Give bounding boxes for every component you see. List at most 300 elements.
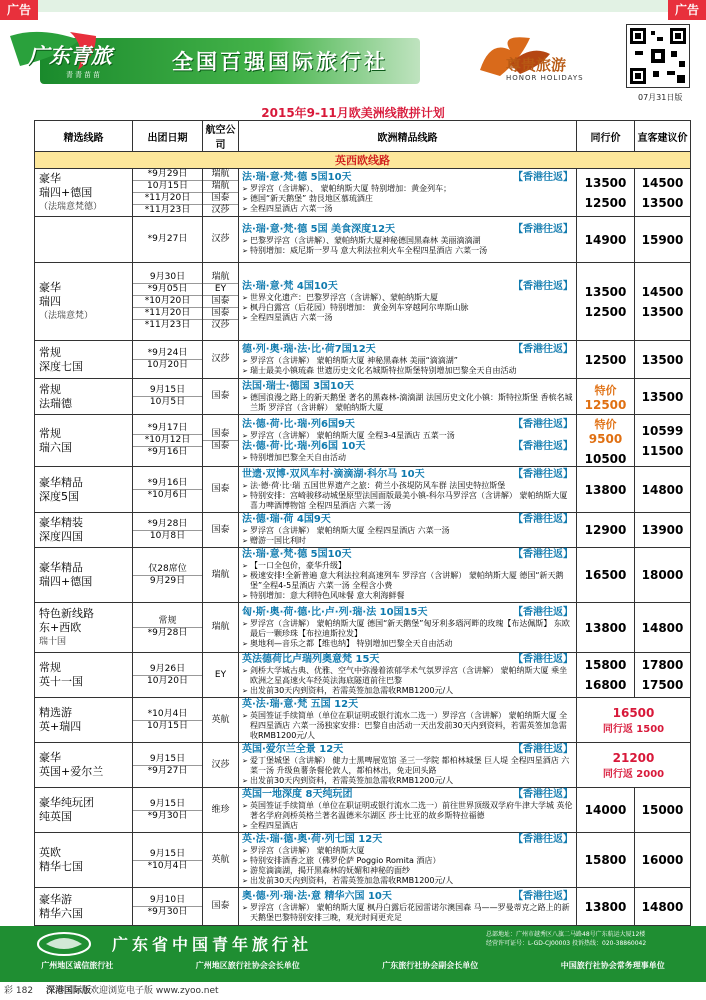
itinerary-item: ➢ 特别增加巴黎全天自由活动 — [242, 453, 573, 463]
trade-price: 13800 — [584, 899, 627, 914]
itinerary-title-row — [242, 549, 573, 561]
col-header-airline: 航空公司 — [203, 121, 239, 152]
table-row[interactable] — [35, 263, 691, 341]
airline-name: 国泰 — [211, 391, 230, 401]
itinerary-title-row — [242, 381, 573, 393]
itinerary-item: ➢ 特别增加：威尼斯一罗马 意大利法拉利火车全程四星酒店 六菜一汤 — [242, 246, 573, 256]
itinerary-title-row — [242, 514, 573, 526]
departure-date: *9月30日 — [147, 907, 188, 917]
itinerary-title: 德·列·奥·瑞·法·比·荷7国12天 — [242, 343, 376, 355]
airline-cell — [203, 653, 239, 698]
hk-departure-tag: 【香港往返】 — [513, 280, 573, 292]
departure-dates-cell — [133, 653, 203, 698]
itinerary-item: ➢ 剑桥大学城古典、优雅、空气中弥漫着浓郁学术气氛罗浮宫（含讲解） 蒙帕纳斯大厦 乘坐欧洲之星高速火车经英法海底隧道前往巴黎 — [242, 666, 573, 686]
trade-price-cell — [577, 833, 635, 888]
itinerary-cell — [239, 653, 577, 698]
departure-date: 9月15日 — [133, 849, 202, 861]
itinerary-item: ➢ 罗浮宫（含讲解） 蒙帕纳斯大厦 全程3-4星酒店 五菜一汤 — [242, 431, 573, 441]
trade-price-cell — [577, 379, 635, 415]
airline-name: 国泰 — [211, 441, 230, 451]
itinerary-item: ➢ 特别安排：宫崎骏移动城堡原型法国面版最美小镇-科尔马罗浮宫（含讲解） 蒙帕纳斯大厦 喜力啤酒博物馆 全程四星酒店 六菜一汤 — [242, 491, 573, 511]
airline-cell — [203, 467, 239, 513]
itinerary-title: 匈·斯·奥·荷·德·比·卢·列·瑞·法 10国15天 — [242, 606, 428, 618]
route-countries: 瑞十国 — [39, 636, 67, 647]
trade-price: 12500 — [584, 352, 627, 367]
hk-departure-tag: 【香港往返】 — [513, 890, 573, 902]
route-tier: 常规 — [39, 345, 61, 359]
airline-name: 瑞航 — [203, 181, 238, 193]
itinerary-title-row — [242, 224, 573, 236]
itinerary-item: ➢ 全程四星酒店 六菜一汤 — [242, 313, 573, 323]
section-row — [35, 152, 691, 169]
itinerary-cell — [239, 341, 577, 379]
departure-dates-cell — [133, 548, 203, 603]
hk-departure-tag: 【香港往返】 — [513, 744, 573, 755]
retail-price: 14500 — [641, 284, 684, 299]
trade-price-cell — [577, 653, 635, 698]
airline-name: 瑞航 — [203, 169, 238, 181]
itinerary-title: 法·瑞·意·梵·德 5国10天 — [242, 171, 352, 183]
airline-name: 瑞航 — [211, 569, 230, 580]
itinerary-title: 英国·爱尔兰全景 12天 — [242, 744, 344, 755]
route-name: 英国+爱尔兰 — [39, 765, 104, 778]
retail-price-cell — [635, 548, 691, 603]
airline-name: 瑞航 — [203, 272, 238, 284]
itinerary-item: ➢ 法·德·荷·比·瑞 五国世界遗产之旅：荷兰小孩堤防风车群 法国史特拉斯堡 — [242, 481, 573, 491]
retail-price-cell — [635, 415, 691, 467]
departure-dates-cell — [133, 833, 203, 888]
itinerary-cell — [239, 379, 577, 415]
table-row[interactable] — [35, 603, 691, 653]
hk-departure-tag: 【香港往返】 — [513, 171, 573, 183]
itinerary-item: ➢ 德国浪漫之路上的新天鹅堡 著名的黑森林-滴滴湖 法国历史文化小镇：斯特拉斯堡 香槟名城兰斯 罗浮宫（含讲解） 蒙帕纳斯大厦 — [242, 393, 573, 413]
tour-table — [34, 120, 690, 926]
airline-cell — [203, 169, 239, 217]
route-tier: 豪华游 — [39, 892, 72, 906]
col-header-trade-price: 同行价 — [577, 121, 635, 152]
airline-cell — [203, 513, 239, 548]
airline-name: 汉莎 — [211, 205, 230, 215]
itinerary-item: ➢ 出发前30天内到资料，若需英签加急需收RMB1200元/人 — [242, 776, 573, 786]
trade-price: 15800 — [584, 853, 627, 867]
departure-date: 9月10日 — [133, 895, 202, 907]
airline-cell — [203, 217, 239, 263]
retail-price-alt: 11500 — [641, 443, 684, 458]
page-number: 彩 182 — [4, 986, 34, 996]
retail-price-cell — [635, 467, 691, 513]
trade-price-alt: 10500 — [584, 451, 627, 466]
itinerary-cell — [239, 169, 577, 217]
itinerary-title-row — [242, 441, 573, 453]
airline-cell — [203, 415, 239, 467]
itinerary-item: ➢ 奥地利—音乐之都【维也纳】 特别增加巴黎全天自由活动 — [242, 639, 573, 649]
itinerary-item: ➢ 特别安排酒香之旅（佛罗伦萨 Poggio Romita 酒店） — [242, 856, 573, 866]
itinerary-title: 法国·瑞士·德国 3国10天 — [242, 380, 354, 392]
table-row[interactable] — [35, 467, 691, 513]
departure-dates-cell — [133, 169, 203, 217]
departure-dates-cell — [133, 379, 203, 415]
route-tier: 豪华纯玩团 — [39, 796, 94, 809]
table-row[interactable] — [35, 217, 691, 263]
departure-date: *10月4日 — [133, 709, 202, 721]
airline-cell — [203, 833, 239, 888]
table-row[interactable] — [35, 341, 691, 379]
footer-title: 广东省中国青年旅行社 — [112, 935, 313, 954]
itinerary-item: ➢ 特别增加：意大利特色风味餐 意大利海鲜餐 — [242, 591, 573, 601]
qr-code-icon[interactable] — [626, 24, 690, 88]
footer-license: 经营许可证号：L-GD-CJ00003 投诉热线：020-38860042 — [486, 940, 647, 947]
route-name-cell — [35, 698, 133, 743]
hk-departure-tag: 【香港往返】 — [513, 514, 573, 525]
departure-dates-cell — [133, 698, 203, 743]
retail-price: 14800 — [641, 620, 684, 635]
ad-label-right: 广告 — [668, 0, 706, 20]
airline-name: 汉莎 — [211, 759, 230, 770]
itinerary-item: ➢ 罗浮宫（含讲解） 蒙帕纳斯大厦 — [242, 846, 573, 856]
itinerary-item: ➢ 【一口全包价，豪华升级】 — [242, 561, 573, 571]
trade-price: 13800 — [584, 620, 627, 635]
airline-cell — [203, 379, 239, 415]
itinerary-item: ➢ 世界文化遗产：巴黎罗浮宫（含讲解）、蒙帕纳斯大厦 — [242, 293, 573, 303]
departure-date: 10月8日 — [149, 530, 186, 541]
itinerary-title-row — [242, 744, 573, 756]
website-link[interactable]: 欢迎浏览电子版 www.zyoo.net — [90, 986, 219, 996]
trade-price-cell — [577, 341, 635, 379]
trade-price: 14000 — [584, 803, 627, 817]
route-name-cell — [35, 217, 133, 263]
route-name-cell — [35, 653, 133, 698]
trade-price: 13500 — [584, 175, 627, 190]
itinerary-title: 奥·德·列·瑞·法·意 精华六国 10天 — [242, 890, 392, 902]
retail-price-alt: 17500 — [641, 678, 684, 692]
itinerary-item: ➢ 德国“新天鹅堡” 勃艮地区慕琉酒庄 — [242, 194, 573, 204]
trade-rebate: 同行返 2000 — [602, 768, 665, 780]
retail-price: 15900 — [641, 232, 684, 247]
retail-price-cell — [635, 513, 691, 548]
footer-unit: 广东旅行社协会副会长单位 — [382, 961, 479, 970]
departure-date: *11月23日 — [144, 320, 191, 330]
airline-name: 国泰 — [203, 296, 238, 308]
table-row[interactable] — [35, 698, 691, 743]
retail-price-cell — [635, 169, 691, 217]
departure-date: *9月24日 — [133, 348, 202, 360]
retail-price-alt: 13500 — [641, 304, 684, 319]
itinerary-item: ➢ 出发前30天内到资料，若需英签加急需收RMB1200元/人 — [242, 876, 573, 886]
itinerary-title: 英法德荷比卢瑞列奥意梵 15天 — [242, 654, 380, 665]
table-header-row — [35, 121, 691, 152]
retail-price-cell — [635, 341, 691, 379]
route-tier: 常规 — [39, 661, 61, 674]
retail-price: 13500 — [641, 389, 684, 404]
route-name-cell — [35, 603, 133, 653]
route-name: 纯英国 — [39, 810, 72, 823]
route-name: 法瑞德 — [39, 396, 72, 410]
departure-date: *11月20日 — [133, 308, 202, 320]
section-title: 英西欧线路 — [35, 152, 691, 169]
route-name-cell — [35, 467, 133, 513]
route-name-cell — [35, 341, 133, 379]
trade-price-cell — [577, 548, 635, 603]
departure-date: 10月20日 — [147, 360, 188, 370]
retail-price-cell — [635, 217, 691, 263]
hk-departure-tag: 【香港往返】 — [513, 654, 573, 665]
airline-name: 汉莎 — [211, 354, 230, 364]
airline-cell — [203, 788, 239, 833]
retail-price-cell — [635, 833, 691, 888]
retail-price-cell — [635, 888, 691, 926]
departure-date: *9月27日 — [147, 234, 188, 244]
trade-price-alt: 12500 — [584, 304, 627, 319]
retail-price: 18000 — [641, 568, 684, 582]
table-row[interactable] — [35, 169, 691, 217]
route-name: 英+瑞四 — [39, 720, 82, 733]
route-tier: 豪华 — [39, 751, 61, 764]
ad-label-left: 广告 — [0, 0, 38, 20]
itinerary-item: ➢ 爱丁堡城堡（含讲解） 健力士黑啤展览馆 圣三一学院 都柏林城堡 巨人堤 全程四星酒店 六菜一汤 升级鱼薯条餐伦敦人，都柏林出，免走回头路 — [242, 756, 573, 776]
itinerary-title-row — [242, 344, 573, 356]
itinerary-item: ➢ 英国签证手续简单（单位在职证明或银行流水二选一）罗浮宫（含讲解） 蒙帕纳斯大厦 全程四星酒店 六菜一汤独家安排：巴黎自由活动一天出发前30天内到资料，若需英签加急需收RMB1200元/人 — [242, 711, 573, 741]
itinerary-title: 法·瑞·意·梵·德 5国10天 — [242, 549, 352, 560]
trade-price-cell — [577, 415, 635, 467]
retail-price-cell — [635, 653, 691, 698]
hk-departure-tag: 【香港往返】 — [513, 789, 573, 800]
hk-departure-tag: 【香港往返】 — [513, 549, 573, 560]
itinerary-title: 法·德·瑞·荷 4国9天 — [242, 514, 331, 525]
table-row[interactable] — [35, 379, 691, 415]
route-name: 瑞四 — [39, 294, 61, 308]
table-row[interactable] — [35, 653, 691, 698]
route-name: 深度5国 — [39, 489, 79, 503]
trade-price: 12900 — [584, 523, 627, 537]
departure-dates-cell — [133, 415, 203, 467]
trade-price: 16500 — [612, 705, 655, 720]
footer-units — [0, 960, 706, 971]
departure-date: *10月20日 — [133, 296, 202, 308]
itinerary-item: ➢ 罗浮宫（含讲解） 蒙帕纳斯大厦 神秘黑森林 美丽“滴滴湖” — [242, 356, 573, 366]
table-row[interactable] — [35, 415, 691, 467]
retail-price: 13500 — [641, 352, 684, 367]
departure-dates-cell — [133, 603, 203, 653]
airline-cell — [203, 341, 239, 379]
itinerary-item: ➢ 全程四星酒店 六菜一汤 — [242, 204, 573, 214]
itinerary-item: ➢ 赠游一国比利时 — [242, 536, 573, 546]
retail-price: 10599 — [641, 423, 684, 438]
itinerary-title-row — [242, 891, 573, 903]
route-tier: 豪华精品 — [39, 561, 83, 574]
itinerary-title: 法·德·荷·比·瑞·列6国9天 — [242, 418, 355, 430]
table-row[interactable] — [35, 513, 691, 548]
trade-price-cell — [577, 467, 635, 513]
col-header-description: 欧洲精品线路 — [239, 121, 577, 152]
departure-date: *9月27日 — [147, 765, 188, 776]
trade-price-cell — [577, 698, 691, 743]
route-name-cell — [35, 788, 133, 833]
departure-date: *9月17日 — [133, 423, 202, 435]
itinerary-title-row — [242, 654, 573, 666]
airline-name: 国泰 — [211, 484, 230, 494]
airline-name: 英航 — [211, 854, 230, 865]
table-row[interactable] — [35, 788, 691, 833]
route-tier: 豪华 — [39, 171, 61, 185]
bottom-bar — [0, 983, 706, 1000]
special-price-tag: 特价 — [594, 417, 617, 431]
itinerary-title-row — [242, 469, 573, 481]
header-slogan: 全国百强国际旅行社 — [172, 50, 388, 74]
itinerary-item: ➢ 全程四星酒店 — [242, 821, 573, 831]
itinerary-cell — [239, 263, 577, 341]
top-strip — [0, 0, 706, 12]
table-row[interactable] — [35, 743, 691, 788]
route-tier: 精选游 — [39, 706, 72, 719]
departure-date: *10月12日 — [133, 435, 202, 447]
itinerary-item: ➢ 罗浮宫（含讲解）、 蒙帕纳斯大厦 特别增加：黄金列车； — [242, 184, 573, 194]
departure-date: 9月26日 — [133, 664, 202, 676]
itinerary-item: ➢ 巴黎罗浮宫（含讲解）、蒙帕纳斯大厦神秘德国黑森林 美丽滴滴湖 — [242, 236, 573, 246]
hk-departure-tag: 【香港往返】 — [513, 223, 573, 235]
itinerary-title-row — [242, 789, 573, 801]
hk-departure-tag: 【香港往返】 — [513, 606, 573, 618]
itinerary-cell — [239, 888, 577, 926]
route-name: 瑞四+德国 — [39, 575, 93, 588]
departure-date: 10月15日 — [147, 720, 188, 731]
itinerary-item: ➢ 极速安排!全新普遍 意大利法拉利高速列车 罗浮宫（含讲解） 蒙帕纳斯大厦 德国“新天鹅堡”全程4-5星酒店 六菜一汤 全程含小费 — [242, 571, 573, 591]
trade-price-cell — [577, 217, 635, 263]
retail-price: 14500 — [641, 175, 684, 190]
departure-date: *9月28日 — [147, 628, 188, 638]
airline-cell — [203, 603, 239, 653]
departure-date: *9月29日 — [133, 169, 202, 181]
departure-dates-cell — [133, 743, 203, 788]
trade-price: 15800 — [584, 658, 627, 672]
footer-unit: 中国旅行社协会常务理事单位 — [560, 961, 665, 970]
trade-price: 21200 — [612, 750, 655, 765]
trade-price-cell — [577, 743, 691, 788]
itinerary-title: 法·瑞·意·梵·德 5国 美食深度12天 — [242, 223, 396, 235]
itinerary-title-row — [242, 172, 573, 184]
airline-name: EY — [203, 284, 238, 296]
trade-price-alt: 12500 — [584, 195, 627, 210]
retail-price: 17800 — [641, 658, 684, 672]
route-name: 精华六国 — [39, 906, 83, 920]
itinerary-title: 法·德·荷·比·瑞·列6国 10天 — [242, 440, 366, 452]
itinerary-title-row — [242, 834, 573, 846]
retail-price: 14800 — [641, 482, 684, 497]
trade-price-cell — [577, 888, 635, 926]
trade-price-cell — [577, 169, 635, 217]
route-tier: 常规 — [39, 382, 61, 396]
table-row[interactable] — [35, 548, 691, 603]
trade-price: 16500 — [584, 568, 627, 582]
footer-unit: 广州地区旅行社协会会长单位 — [195, 961, 300, 970]
route-name: 深度七国 — [39, 359, 83, 373]
route-name: 东+西欧 — [39, 620, 82, 634]
route-countries: （法瑞意梵德） — [39, 201, 103, 212]
departure-date: *9月16日 — [147, 447, 188, 457]
departure-date: *9月05日 — [133, 284, 202, 296]
itinerary-title: 英国一地深度 8天纯玩团 — [242, 789, 353, 800]
partner-subtitle: HONOR HOLIDAYS — [506, 74, 584, 82]
itinerary-cell — [239, 548, 577, 603]
departure-date: *9月28日 — [133, 519, 202, 531]
route-name-cell — [35, 415, 133, 467]
departure-dates-cell — [133, 513, 203, 548]
col-header-retail-price: 直客建议价 — [635, 121, 691, 152]
table-row[interactable] — [35, 888, 691, 926]
trade-price-alt: 16800 — [584, 678, 627, 692]
table-row[interactable] — [35, 833, 691, 888]
itinerary-item: ➢ 枫丹白露宫（后花园）特别增加： 黄金列车穿越阿尔卑斯山脉 — [242, 303, 573, 313]
cyts-logo-icon — [34, 930, 94, 958]
trade-price-cell — [577, 603, 635, 653]
trade-price-cell — [577, 788, 635, 833]
departure-dates-cell — [133, 263, 203, 341]
departure-date: *10月4日 — [147, 860, 188, 871]
logo-text: 广东青旅 — [28, 44, 112, 68]
route-name-cell — [35, 169, 133, 217]
itinerary-cell — [239, 603, 577, 653]
departure-date: 9月30日 — [133, 272, 202, 284]
airline-name: 国泰 — [203, 308, 238, 320]
departure-date: 9月29日 — [149, 575, 186, 586]
airline-cell — [203, 743, 239, 788]
airline-name: 国泰 — [203, 429, 238, 441]
itinerary-title: 法·瑞·意·梵 4国10天 — [242, 280, 338, 292]
route-name: 深度四国 — [39, 530, 83, 543]
hk-departure-tag: 【香港往返】 — [513, 343, 573, 355]
departure-date: *11月20日 — [133, 193, 202, 205]
itinerary-item: ➢ 罗浮宫（含讲解） 蒙帕纳斯大厦 德国“新天鹅堡”匈牙利多瑙河畔的玫瑰【布达佩斯】 东欧最后一颗珍珠【布拉迪斯拉发】 — [242, 619, 573, 639]
route-tier: 常规 — [39, 426, 61, 440]
itinerary-title: 英·法·瑞·德·奥·荷·列七国 12天 — [242, 834, 383, 845]
departure-date: 仅28席位 — [133, 564, 202, 576]
hk-departure-tag: 【香港往返】 — [513, 440, 573, 452]
edition-brand: 深港国际版 — [46, 986, 92, 996]
departure-date: 10月20日 — [147, 675, 188, 686]
departure-dates-cell — [133, 788, 203, 833]
airline-name: 汉莎 — [211, 320, 230, 330]
route-tier: 豪华精品 — [39, 475, 83, 489]
itinerary-item: ➢ 出发前30天内到资料，若需英签加急需收RMB1200元/人 — [242, 686, 573, 696]
retail-price: 16000 — [641, 853, 684, 867]
itinerary-item: ➢ 游览滴滴湖，揭开黑森林的妩媚和神秘的面纱 — [242, 866, 573, 876]
hk-departure-tag: 【香港往返】 — [513, 834, 573, 845]
itinerary-cell — [239, 788, 577, 833]
col-header-dates: 出团日期 — [133, 121, 203, 152]
route-tier: 豪华精装 — [39, 516, 83, 529]
airline-name: 瑞航 — [211, 622, 230, 632]
departure-dates-cell — [133, 217, 203, 263]
departure-dates-cell — [133, 888, 203, 926]
itinerary-cell — [239, 698, 577, 743]
itinerary-item: ➢ 瑞士最美小镇琉森 世遗历史文化名城斯特拉斯堡特别增加巴黎全天自由活动 — [242, 366, 573, 376]
route-name-cell — [35, 548, 133, 603]
itinerary-item: ➢ 罗浮宫（含讲解） 蒙帕纳斯大厦 全程四星酒店 六菜一汤 — [242, 526, 573, 536]
itinerary-cell — [239, 513, 577, 548]
route-tier: 英欧 — [39, 846, 61, 859]
itinerary-item: ➢ 英国签证手续简单（单位在职证明或银行流水二选一）前往世界顶级双学府牛津大学城 英伦著名学府剑桥英格兰著名温德米尔湖区 莎士比亚的故乡斯特拉福德 — [242, 801, 573, 821]
airline-name: 英航 — [211, 714, 230, 725]
departure-date: 9月15日 — [133, 799, 202, 811]
itinerary-item: ➢ 罗浮宫（含讲解） 蒙帕纳斯大厦 枫丹白露后花园雷诺尔澳国森 马——罗曼蒂克之路上的新天鹅堡巴黎特别安排三晚，观光时间更充足 — [242, 903, 573, 923]
departure-date: *9月16日 — [133, 478, 202, 490]
trade-rebate: 同行返 1500 — [602, 723, 665, 735]
trade-price-cell — [577, 513, 635, 548]
footer-info — [486, 930, 646, 948]
airline-cell — [203, 888, 239, 926]
airline-name: 国泰 — [211, 524, 230, 535]
retail-price-alt: 13500 — [641, 195, 684, 210]
retail-price: 15000 — [641, 803, 684, 817]
